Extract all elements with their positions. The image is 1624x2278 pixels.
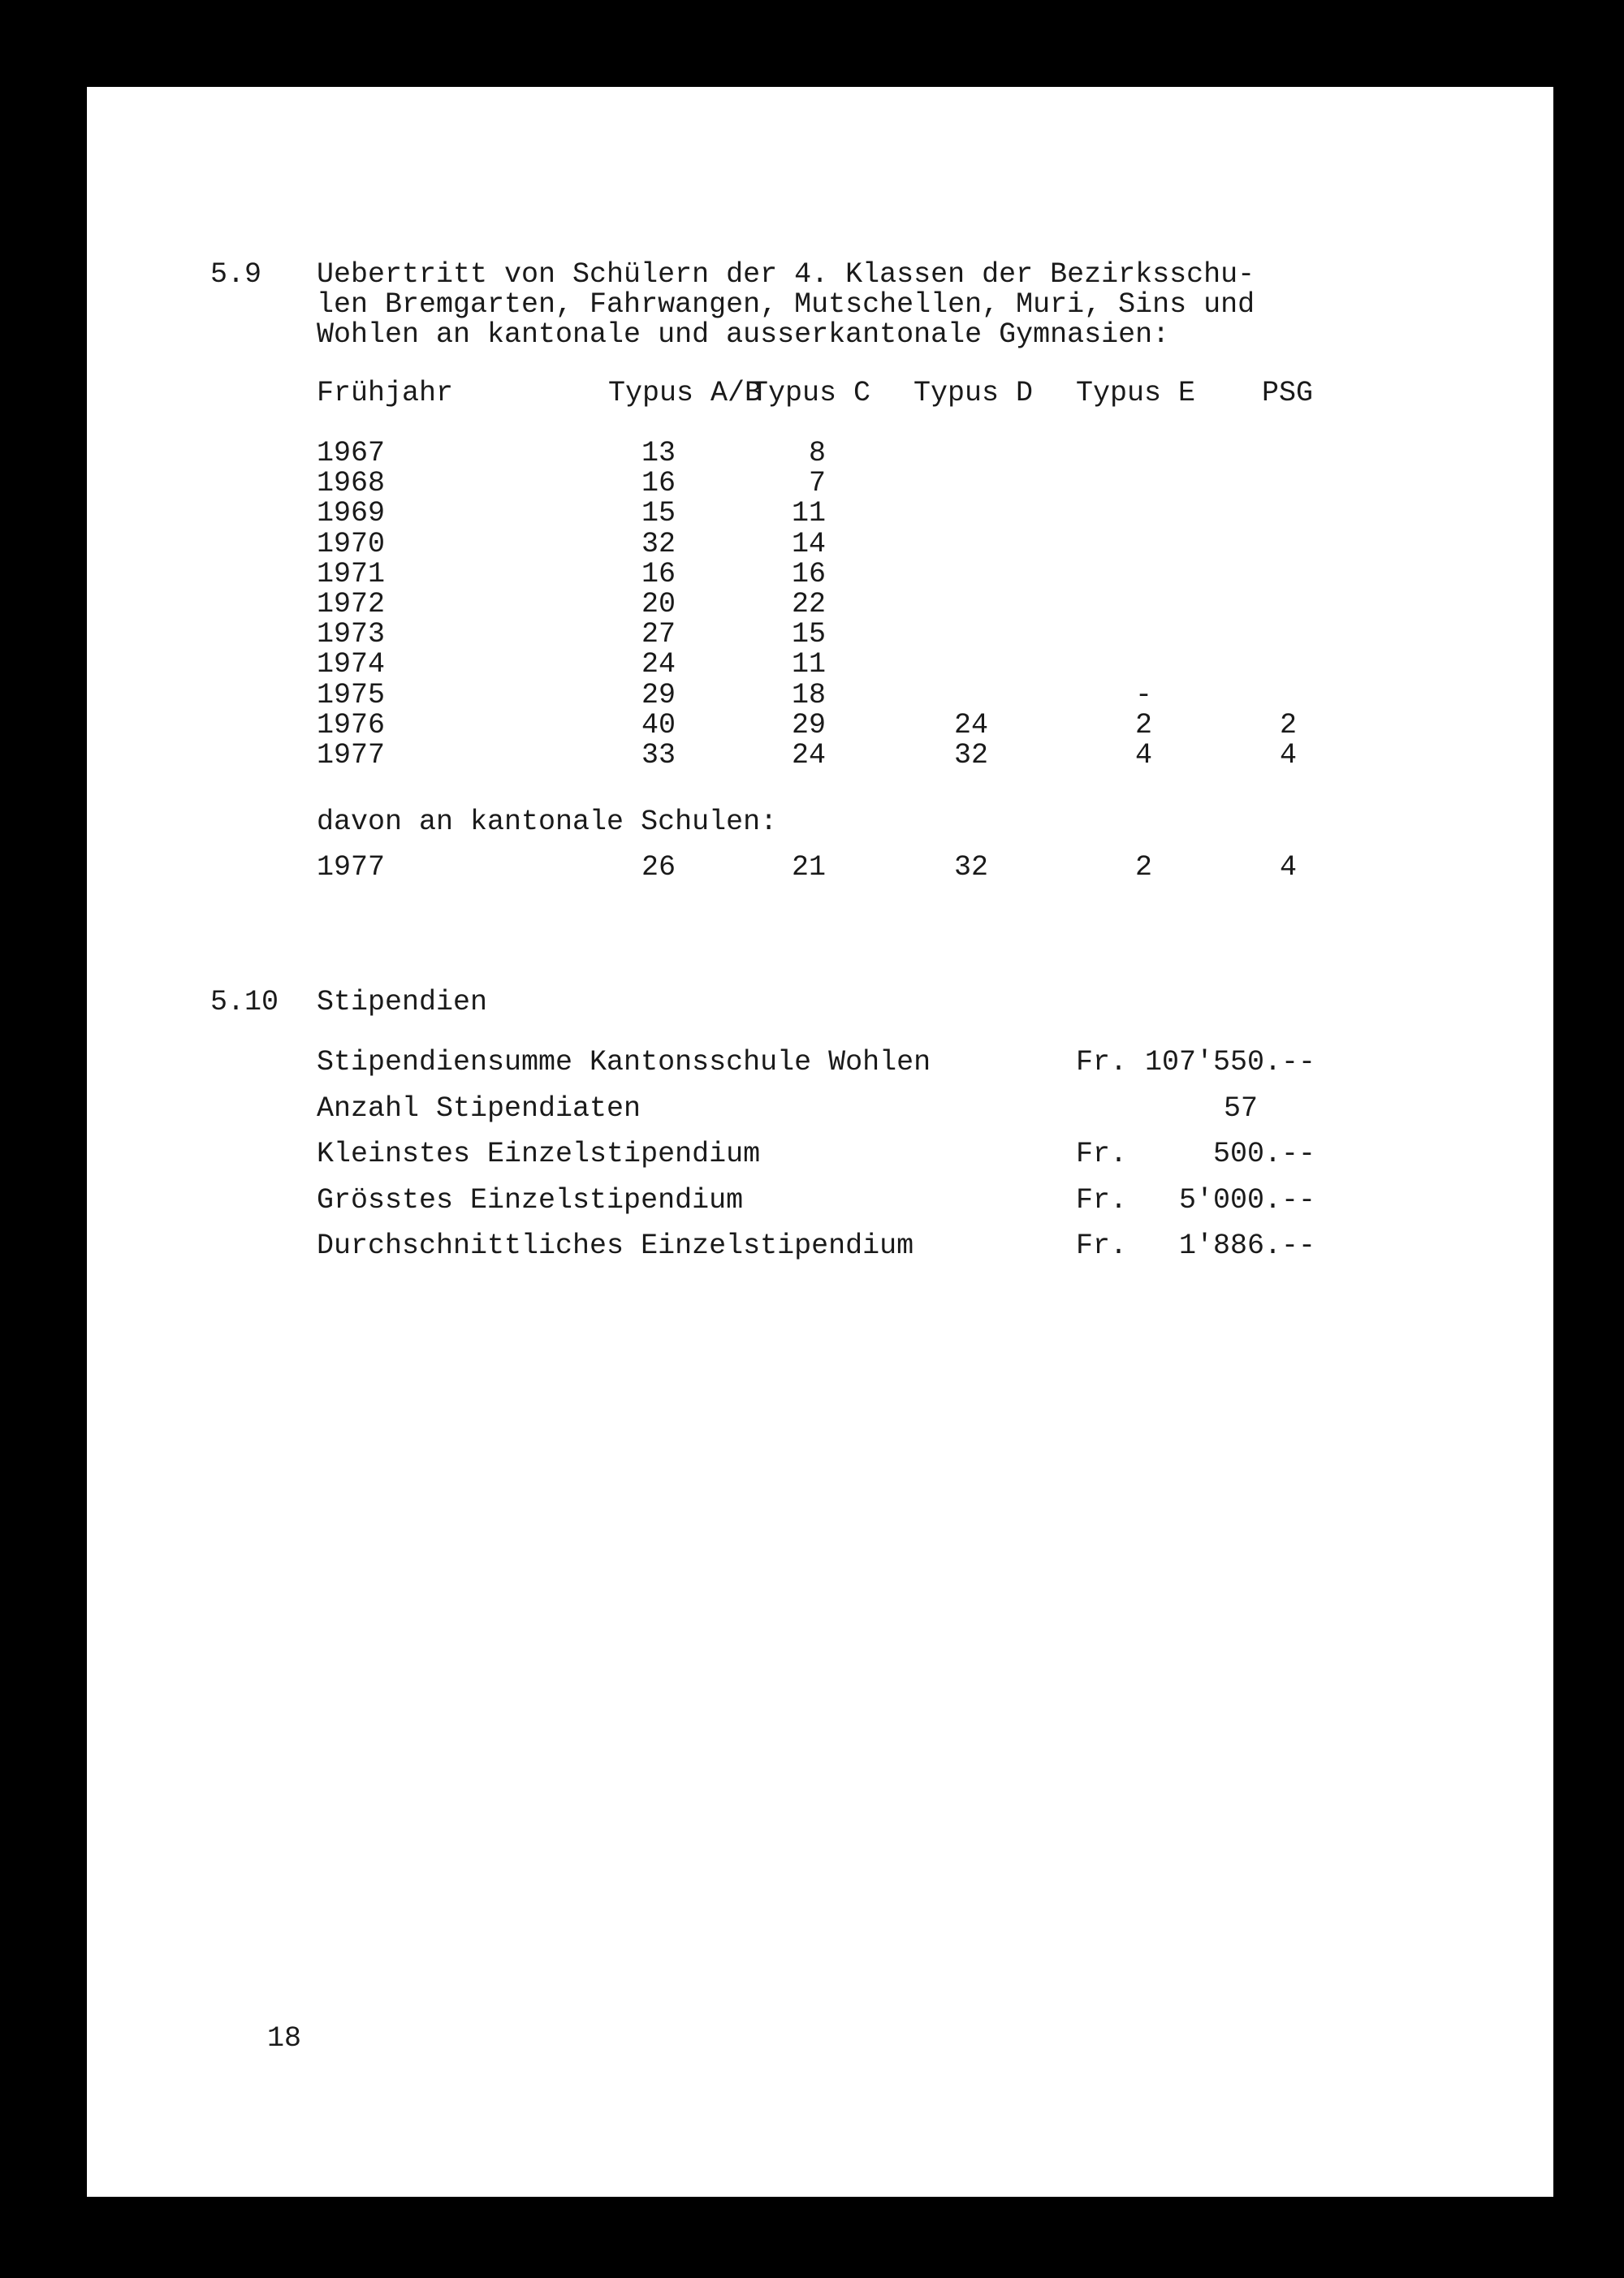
- table-cell-fruehjahr: 1977: [317, 739, 386, 772]
- table-cell-typus-c: 8: [808, 437, 826, 469]
- table-cell-typus-ab: 15: [641, 497, 676, 530]
- table-cell-typus-ab: 27: [641, 618, 676, 651]
- page-number: 18: [267, 2022, 302, 2055]
- column-header-fruehjahr: Frühjahr: [317, 377, 454, 409]
- stipendium-currency: Fr.: [1076, 1230, 1128, 1262]
- stipendium-label: Durchschnittliches Einzelstipendium: [317, 1230, 914, 1262]
- table-cell-typus-ab: 33: [641, 739, 676, 772]
- table-cell-typus-ab: 16: [641, 557, 676, 590]
- sub-row-cell-typus-c: 21: [791, 851, 826, 884]
- table-cell-typus-c: 11: [791, 648, 826, 681]
- table-cell-typus-d: 24: [953, 708, 988, 741]
- stipendium-label: Stipendiensumme Kantonsschule Wohlen: [317, 1046, 931, 1078]
- section-5-9-title-line-2: len Bremgarten, Fahrwangen, Mutschellen, Muri, Sins und: [317, 288, 1255, 321]
- table-cell-fruehjahr: 1967: [317, 437, 386, 469]
- sub-row-cell-typus-d: 32: [953, 851, 988, 884]
- column-header-typus-e: Typus E: [1076, 377, 1196, 409]
- table-cell-typus-e: 4: [1134, 739, 1152, 772]
- table-cell-fruehjahr: 1969: [317, 497, 386, 530]
- table-cell-typus-e: 2: [1134, 708, 1152, 741]
- stipendium-value: 1'886.--: [1178, 1230, 1315, 1262]
- table-cell-typus-c: 16: [791, 557, 826, 590]
- table-cell-psg: 2: [1279, 708, 1297, 741]
- table-cell-typus-c: 18: [791, 678, 826, 711]
- section-5-10-number: 5.10: [210, 986, 279, 1018]
- table-cell-typus-d: 32: [953, 739, 988, 772]
- document-page: [87, 87, 1553, 2197]
- sub-row-cell-typus-e: 2: [1134, 851, 1152, 884]
- table-cell-fruehjahr: 1972: [317, 588, 386, 620]
- stipendium-label: Kleinstes Einzelstipendium: [317, 1138, 761, 1170]
- table-cell-typus-ab: 40: [641, 708, 676, 741]
- stipendium-label: Anzahl Stipendiaten: [317, 1091, 641, 1125]
- table-cell-typus-c: 7: [808, 467, 826, 500]
- table-cell-typus-c: 14: [791, 527, 826, 560]
- table-cell-fruehjahr: 1974: [317, 648, 386, 681]
- column-header-typus-ab: Typus A/B: [608, 377, 762, 409]
- table-cell-typus-ab: 16: [641, 467, 676, 500]
- table-cell-typus-e: -: [1134, 678, 1152, 711]
- table-cell-fruehjahr: 1976: [317, 708, 386, 741]
- table-cell-fruehjahr: 1970: [317, 527, 386, 560]
- stipendium-label: Grösstes Einzelstipendium: [317, 1183, 744, 1217]
- section-5-9-title-line-1: Uebertritt von Schülern der 4. Klassen der Bezirksschu-: [317, 258, 1255, 291]
- subheading-kantonale-schulen: davon an kantonale Schulen:: [317, 806, 778, 838]
- stipendium-value: 57: [1223, 1091, 1258, 1125]
- table-cell-fruehjahr: 1973: [317, 618, 386, 651]
- table-cell-typus-c: 29: [791, 708, 826, 741]
- stipendium-currency: Fr.: [1076, 1138, 1128, 1170]
- section-5-10-title: Stipendien: [317, 986, 488, 1018]
- table-cell-psg: 4: [1279, 739, 1297, 772]
- stipendium-currency: Fr.: [1076, 1183, 1128, 1217]
- table-cell-fruehjahr: 1975: [317, 678, 386, 711]
- column-header-typus-c: Typus C: [751, 377, 871, 409]
- stipendium-value: 5'000.--: [1178, 1183, 1315, 1217]
- table-cell-typus-c: 15: [791, 618, 826, 651]
- table-cell-typus-ab: 24: [641, 648, 676, 681]
- stipendium-value: 500.--: [1212, 1138, 1315, 1170]
- table-cell-typus-ab: 32: [641, 527, 676, 560]
- sub-row-cell-fruehjahr: 1977: [317, 851, 386, 884]
- stipendium-currency: Fr.: [1076, 1046, 1128, 1078]
- stipendium-value: 107'550.--: [1144, 1046, 1315, 1078]
- section-5-9-title-line-3: Wohlen an kantonale und ausserkantonale Gymnasien:: [317, 318, 1170, 351]
- column-header-psg: PSG: [1262, 377, 1314, 409]
- table-cell-typus-c: 24: [791, 739, 826, 772]
- sub-row-cell-typus-ab: 26: [641, 851, 676, 884]
- table-cell-fruehjahr: 1968: [317, 467, 386, 500]
- table-cell-typus-c: 22: [791, 588, 826, 620]
- table-cell-fruehjahr: 1971: [317, 557, 386, 590]
- section-5-9-number: 5.9: [210, 258, 262, 291]
- table-cell-typus-ab: 20: [641, 588, 676, 620]
- table-cell-typus-ab: 13: [641, 437, 676, 469]
- column-header-typus-d: Typus D: [914, 377, 1034, 409]
- sub-row-cell-psg: 4: [1279, 851, 1297, 884]
- table-cell-typus-ab: 29: [641, 678, 676, 711]
- table-cell-typus-c: 11: [791, 497, 826, 530]
